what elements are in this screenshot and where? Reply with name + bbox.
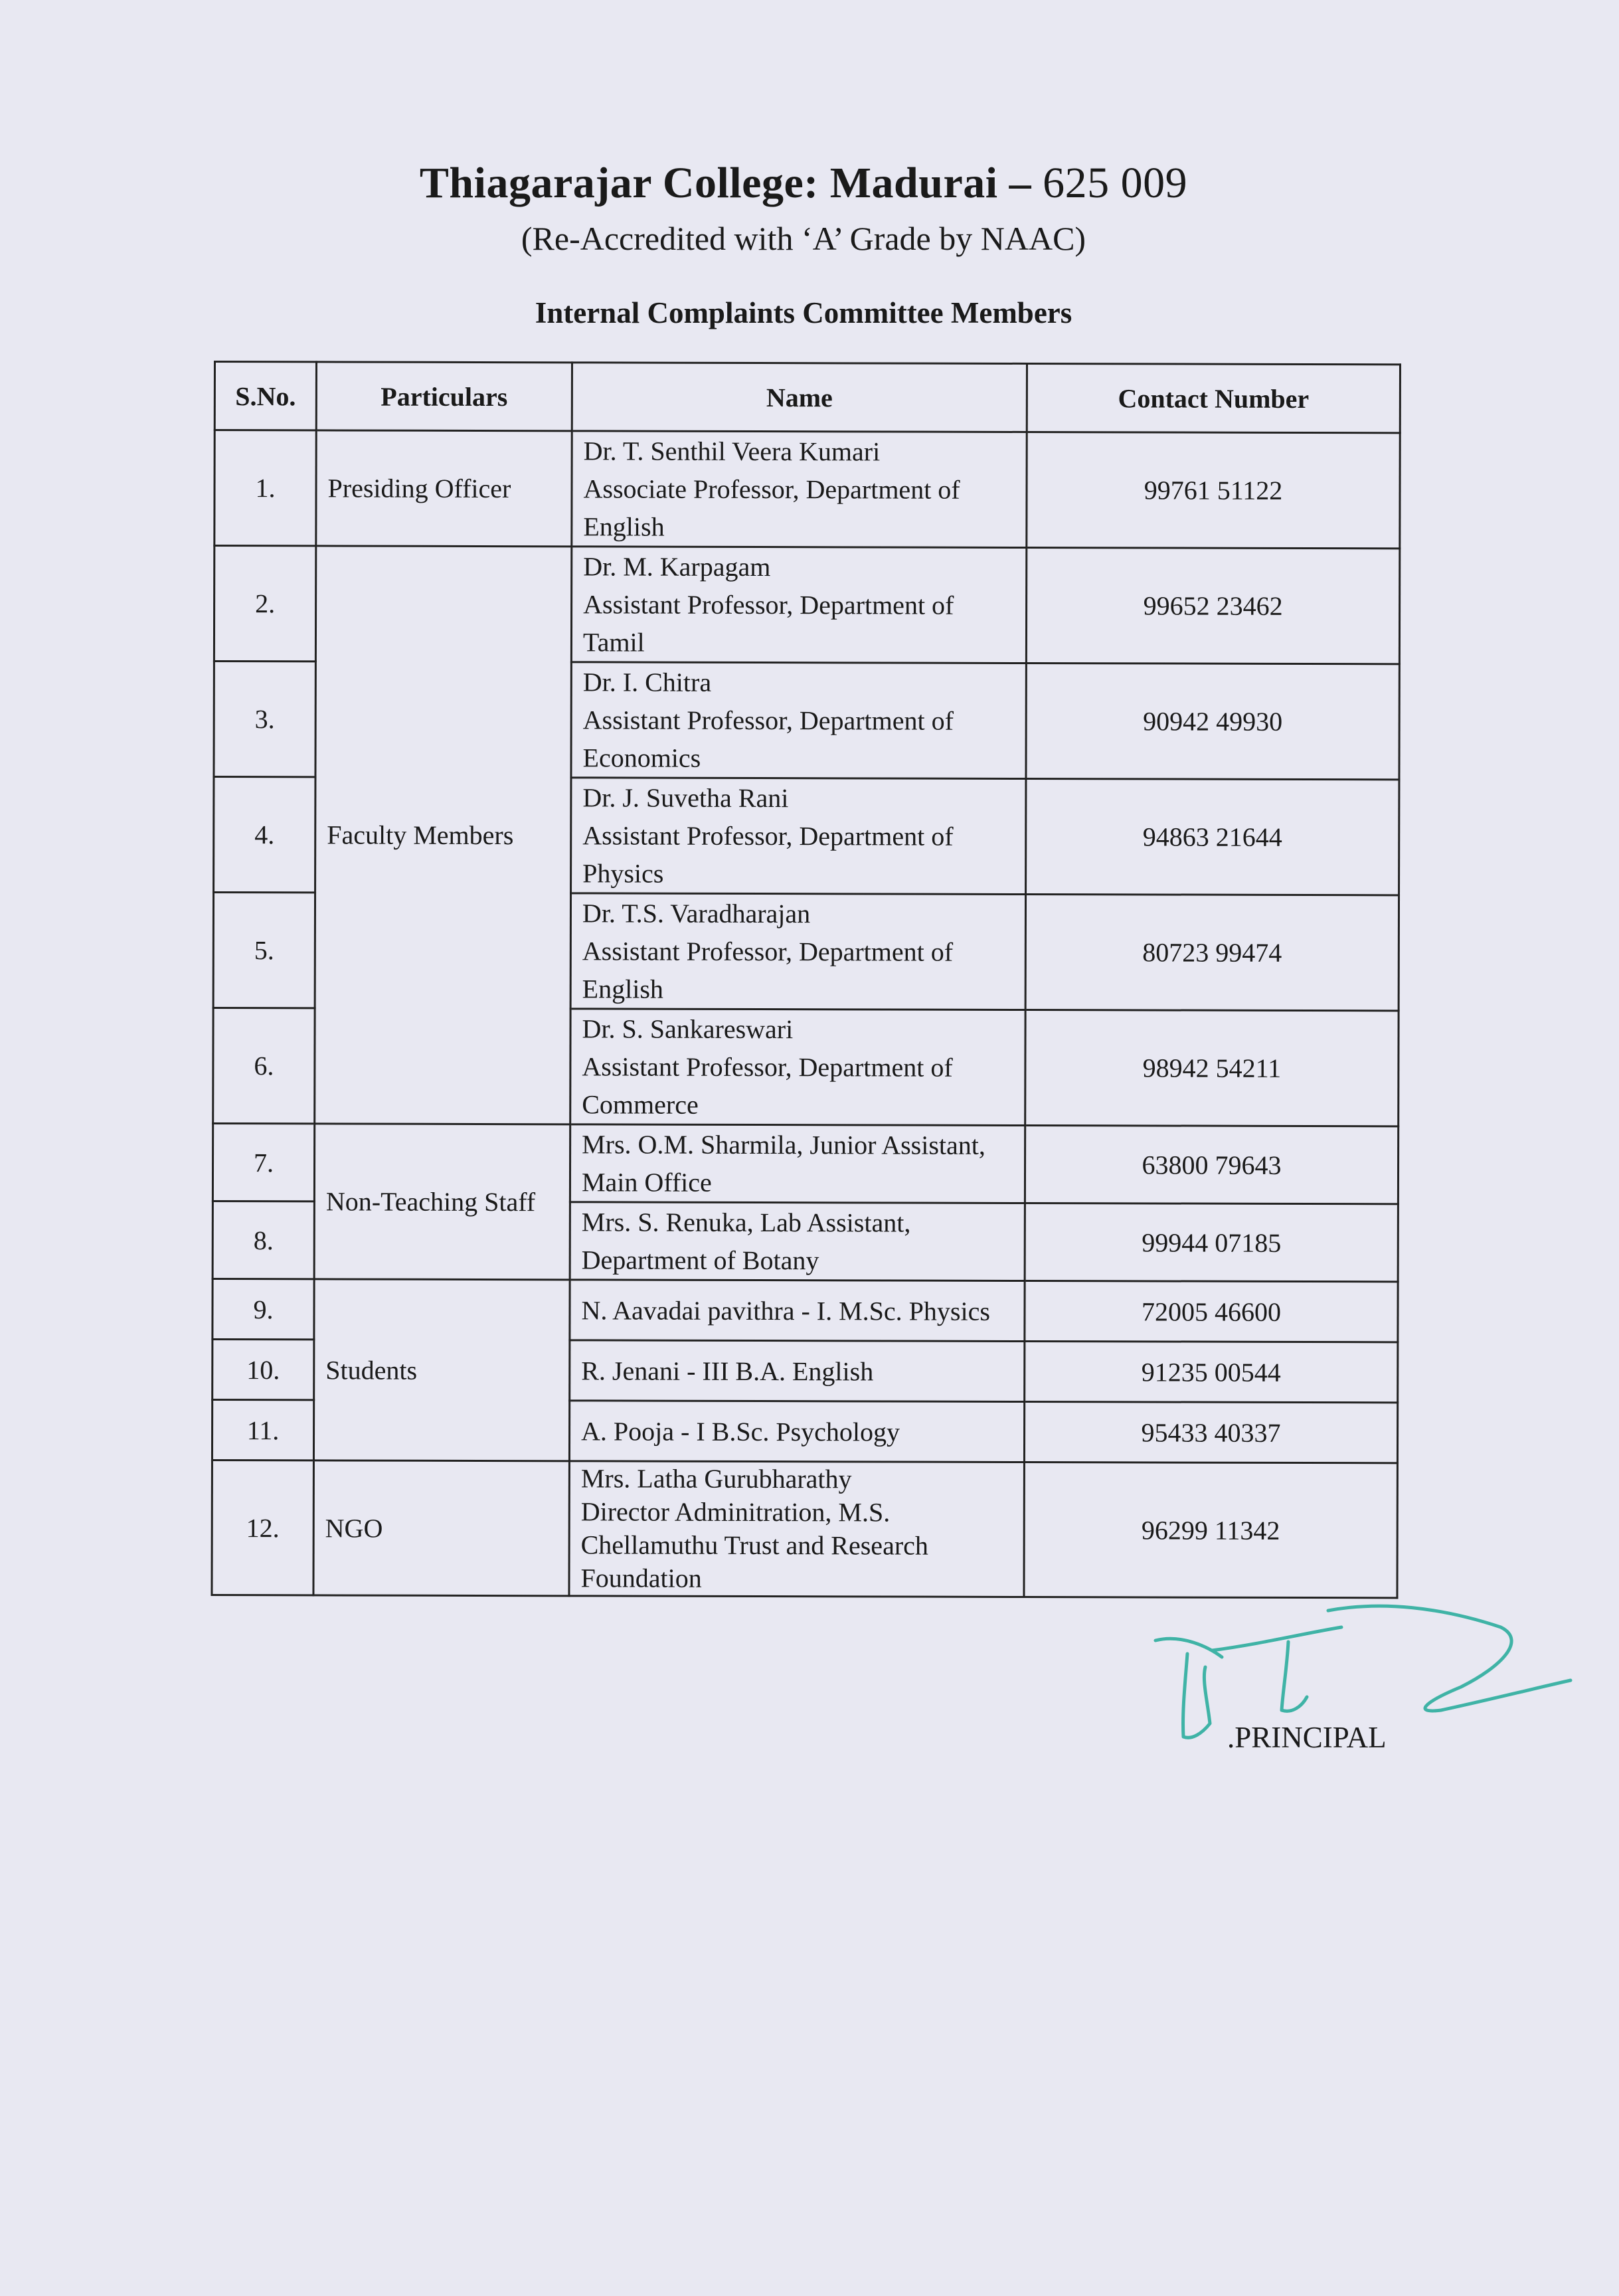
name-cell [569,1461,1024,1597]
name-line: Director Adminitration, M.S. [580,1496,891,1528]
contact-cell: 99761 51122 [1027,432,1400,548]
contact-cell: 72005 46600 [1025,1280,1398,1342]
table-row [214,546,1399,664]
name-line: Main Office [581,1167,712,1197]
signature-stroke [1183,1654,1210,1737]
name-line: Mrs. S. Renuka, Lab Assistant, [581,1207,911,1238]
name-line: Associate Professor, Department of [583,474,960,505]
table-row [212,1460,1397,1597]
particulars-cell: Faculty Members [315,546,572,1124]
name-line: Foundation [580,1563,702,1593]
name-line: Dr. T.S. Varadharajan [582,898,811,929]
name-cell [570,1009,1025,1126]
name-line: Assistant Professor, Department of [582,936,954,967]
name-line: Commerce [582,1089,699,1120]
name-line: Dr. M. Karpagam [583,551,771,582]
contact-cell: 98942 54211 [1025,1010,1399,1126]
sno-cell: 3. [214,662,315,777]
committee-heading: Internal Complaints Committee Members [535,296,1072,329]
name-line: Physics [582,858,664,889]
accreditation-line: (Re-Accredited with ‘A’ Grade by NAAC) [521,220,1086,257]
name-line: Assistant Professor, Department of [582,820,954,851]
contact-cell: 95433 40337 [1024,1401,1397,1462]
table-header-row [214,362,1400,433]
column-header-contact: Contact Number [1027,363,1400,432]
contact-cell: 80723 99474 [1025,894,1399,1010]
sno-cell: 6. [213,1008,315,1124]
college-pincode: 625 009 [1043,159,1188,207]
sno-cell: 4. [214,777,315,893]
contact-cell: 96299 11342 [1024,1462,1397,1597]
sno-cell: 2. [214,546,315,662]
name-line: Tamil [582,627,645,658]
name-cell [570,893,1025,1010]
name-line: Dr. I. Chitra [582,667,712,697]
sno-cell: 12. [212,1460,313,1595]
table-row [214,430,1400,549]
contact-cell: 99652 23462 [1026,547,1399,663]
contact-cell: 91235 00544 [1025,1341,1398,1402]
signatory-label: .PRINCIPAL [1227,1721,1387,1754]
particulars-cell: Non-Teaching Staff [314,1124,570,1280]
name-line: Dr. J. Suvetha Rani [582,782,789,814]
name-cell: A. Pooja - I B.Sc. Psychology [569,1401,1024,1462]
column-header-sno: S.No. [214,362,316,430]
signature-stroke [1282,1642,1307,1711]
name-line: Dr. S. Sankareswari [582,1014,794,1045]
name-cell [571,662,1026,779]
contact-cell: 90942 49930 [1026,663,1399,779]
name-line: English [583,511,665,542]
sno-cell: 7. [213,1124,314,1201]
column-header-particulars: Particulars [316,362,572,431]
sno-cell: 10. [213,1339,314,1399]
sno-cell: 11. [212,1399,313,1460]
name-line: Economics [582,743,701,773]
name-line: Assistant Professor, Department of [582,1051,953,1083]
name-line: Assistant Professor, Department of [582,705,954,736]
signature-stroke [1328,1606,1571,1711]
name-line: Chellamuthu Trust and Research [580,1530,928,1561]
name-cell: N. Aavadai pavithra - I. M.Sc. Physics [570,1280,1025,1342]
name-cell [571,778,1026,895]
college-name: Thiagarajar College: Madurai – [419,159,1032,207]
name-line: Mrs. Latha Gurubharathy [580,1463,852,1494]
particulars-cell: Presiding Officer [316,430,572,547]
sno-cell: 5. [213,893,315,1008]
table-row [213,1279,1398,1342]
committee-table [211,361,1401,1599]
contact-cell: 63800 79643 [1025,1125,1398,1203]
contact-cell: 99944 07185 [1025,1203,1398,1281]
name-cell [572,431,1027,548]
name-line: Department of Botany [581,1245,819,1276]
particulars-cell: NGO [313,1460,569,1596]
name-line: Assistant Professor, Department of [583,589,954,620]
name-line: Mrs. O.M. Sharmila, Junior Assistant, [582,1129,985,1160]
name-line: Dr. T. Senthil Veera Kumari [583,436,881,467]
name-cell [570,1124,1025,1203]
particulars-cell: Students [313,1279,570,1461]
table-row [213,1124,1398,1204]
name-cell [571,547,1026,663]
college-title [0,158,1607,209]
signature-stroke [1212,1627,1341,1650]
contact-cell: 94863 21644 [1026,778,1399,895]
column-header-name: Name [572,363,1027,432]
name-line: English [582,974,663,1004]
sno-cell: 1. [214,430,316,546]
sno-cell: 9. [213,1279,314,1339]
name-cell [570,1202,1025,1281]
name-cell: R. Jenani - III B.A. English [570,1340,1025,1402]
sno-cell: 8. [213,1201,314,1279]
